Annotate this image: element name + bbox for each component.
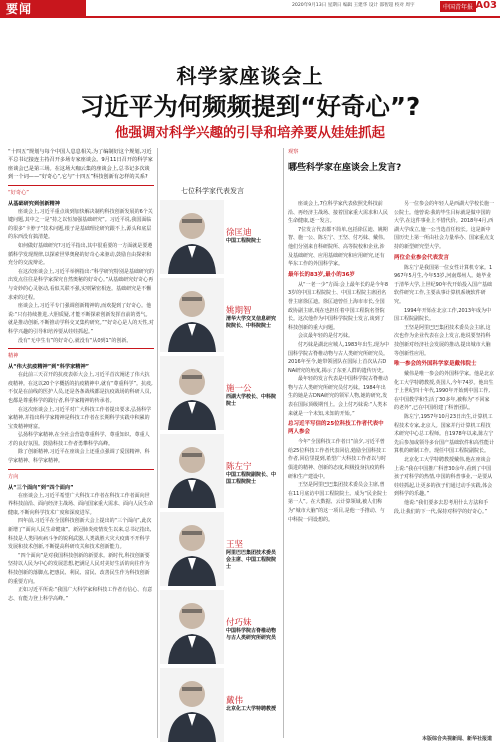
portrait-card — [160, 668, 278, 744]
section-heading: 从“伟大抗疫精神”到“科学家精神” — [8, 364, 90, 371]
sub-headline: 他强调对科学兴趣的引导和培养要从娃娃抓起 — [115, 125, 385, 141]
column-right — [394, 200, 494, 730]
body-paragraph: 在这次座谈会上,习近平对广大科技工作者提出要求,弘扬科学家精神,并指出科学家精神是科技工作者在长期科学实践中积累的宝贵精神财富。 — [8, 406, 152, 430]
portrait-name: 王坚 — [226, 540, 244, 550]
portrait-name: 徐匡迪 — [226, 228, 252, 238]
body-paragraph: 除了创新精神,习近平在座谈会上还重点强调了爱国精神、科学家精神、科学家精神。 — [8, 449, 150, 465]
portrait-heading: 七位科学家代表发言 — [181, 187, 244, 195]
body-paragraph: 从“一老一少”方面:会上最年长的是今年83岁的中国工程院院士、中国工程院主席团名誉主席徐匡迪。徐匡迪曾任上海市市长,全国政协副主席,现在也担任着中国工程院名誉院长。这次他作为中国科学院院士发言,谈到了科技创新的重大问题。 — [288, 281, 389, 331]
portrait-title: 北京化工大学特聘教授 — [226, 706, 277, 712]
right-paras-2 — [394, 264, 494, 359]
body-paragraph: 如何做好基础研究?习近平指出,其中很重要的一方面就是要遵循科学发现规律,以探索世界奥秘的好奇心来驱动,鼓励自由探索和充分的交流辩论。 — [8, 243, 153, 267]
portrait-photo — [160, 356, 224, 430]
body-paragraph: 陈左宁是我国第一位女性计算机专家。1967年5月生,今年53岁,河南郑州人。她毕业于清华大学,上世纪90年代开始投入国产基础软件研究工作,主要从事计算机系统软件研究。 — [394, 264, 493, 305]
body-paragraph: 另一位参会的年轻人是西湖大学校长施一公院士。他曾说:我的毕生目标就是做中国的大学,在这件事业上不惜代价。2018年4月,西湖大学成立,施一公当选首任校长。这是新中国历史上第一所由社会力量举办、国家重点支持的新型研究型大学。 — [394, 201, 494, 250]
edition-badge: 中国青年报 — [440, 1, 476, 12]
portrait-name: 付巧妹 — [226, 618, 252, 628]
portrait-card — [160, 356, 278, 432]
date-line: 2020年9月13日 星期日 编辑 王建华 设计 邵智超 校对 周宇 — [292, 3, 415, 8]
body-paragraph: 陈左宁,1957年10月23日出生,计算机工程技术专家,北京人。国家并行计算机工程技术研究中心总工程师。自1978年以来,陈左宁先后参加或领导多台国产基础软件和高性能计算机的研制工作。现任中国工程院副院长。 — [394, 414, 494, 455]
observation-tag: 观察 — [288, 149, 299, 155]
kicker-title: 科学家座谈会上 — [176, 64, 324, 88]
body-paragraph: 四年前,习近平在全国科技创新大会上提出的“三个面向”,此次新增了“面向人民生命健康”。新冠肺炎疫情发生以来,总书记指出,科技是人类同疾病斗争的锐利武器,人类战胜大灾大疫离不开科学发展和技术创新,不断提高科研攻关和技术创新能力。 — [8, 518, 152, 551]
column-center — [288, 200, 389, 746]
section-label: “好奇心” — [8, 189, 29, 196]
subheading-age: 最年长的83岁,最小的36岁 — [288, 271, 355, 278]
body-paragraph: “四个面向”是对我国科技创新的新要求。新时代,科技创新要坚持以人民为中心的发展思想,把满足人民对美好生活的向往作为科技创新的落脚点,把惠民、利民、富民、改善民生作为科技创新的重要方向。 — [8, 552, 150, 585]
portrait-photo — [160, 590, 224, 664]
portrait-card — [160, 512, 278, 588]
section-heading: 从“三个面向”到“四个面向” — [8, 484, 74, 491]
center-paras-3 — [288, 438, 389, 524]
portrait-name: 施一公 — [226, 384, 252, 394]
lead-paragraph: “十四五”规划与每个中国人息息相关,为了编制好这个规划,习近平总书记接连主持召开多场专家座谈会。9月11日召开的科学家座谈会已是第三场。在这场大咖云集的座谈会上,总书记多次谈到一个词——“好奇心”,它与“十四五”科技创新有怎样的关系? — [8, 149, 153, 181]
body-paragraph: 会议最年轻的是付巧妹。 — [298, 333, 354, 340]
body-paragraph: 在此前三天召开的抗疫表彰大会上,习近平首次阐述了伟大抗疫精神。在这以20个字概括的抗疫精神中,就有“尊重科学”。抗疫,不仅是在前线的医护人员,还是各条战线都是抗疫战场的科研人员,也都是尊重科学的践行者,科学家精神的传承者。 — [8, 372, 153, 404]
column-divider — [283, 148, 284, 738]
portrait-title: 阿里巴巴集团技术委员会主席、中国工程院院士 — [226, 550, 277, 570]
body-paragraph: 1994年开始在北京工作,2013年成为中国工程院副院长。 — [394, 307, 492, 323]
portrait-title: 中国科学院古脊椎动物与古人类研究所研究员 — [226, 628, 277, 641]
portrait-name: 陈左宁 — [226, 462, 252, 472]
body-paragraph: 王坚是阿里巴巴集团技术委员会主席,这次也作为企业代表在会上发言,他说要坚持科技创新对经济社会发展的推动,提出城市大脑等创新性应用。 — [394, 324, 491, 357]
body-paragraph: 王坚是阿里巴巴集团技术委员会主席,曾在11月底访中国工程院院士。成为“民企院士第一人”。在大数据、云计算领域,被人们称为“城市大脑”的这一项目,是他一手推动、与中科院一同设想的。 — [288, 482, 387, 523]
section-rule — [8, 348, 154, 349]
body-paragraph: 正如习近平所说:“我国广大科学家和科技工作者有信心、有意志、有能力登上科学高峰。” — [8, 587, 153, 602]
body-paragraph: 没有“无中生有”的好奇心,就没有“从0到1”的创新。 — [18, 337, 132, 344]
section-rule — [8, 469, 154, 470]
portrait-card — [160, 590, 278, 666]
section-rule — [8, 185, 154, 186]
portrait-photo — [160, 200, 224, 274]
portrait-title: 清华大学交叉信息研究院院长、中科院院士 — [226, 316, 277, 329]
portrait-title: 西湖大学校长、中科院院士 — [226, 394, 277, 407]
portrait-name: 戴伟 — [226, 696, 244, 706]
body-paragraph: 最年轻的发言代表是中国科学院古脊椎动物与古人类研究所研究员付巧妹。1984年出生的她是古DNA研究的领军人物,她的研究,发表在国际顶级期刊上。会上付巧妹说:“人类本来就是一个未知,未知的开始。” — [288, 376, 389, 417]
portrait-card — [160, 200, 278, 276]
center-paras-2 — [288, 281, 389, 419]
portrait-card — [160, 434, 278, 510]
portrait-photo — [160, 512, 224, 586]
body-paragraph: 他说:“我们要多去思考用什么方法和手段,让我们的下一代,保持对科学的好奇心。” — [394, 500, 489, 515]
body-paragraph: 座谈会上,习近平专门强调创新精神的,而欢提到了好奇心。他说:“只有持续推进,大胆质疑,才能不断探索创新发挥直前的勇气。就是推动创新,不断推动学科交叉集约研究。”“好奇心是人的天性,对科学兴趣的引导和培养要从娃娃抓起。” — [8, 303, 154, 335]
portrait-card — [160, 278, 278, 354]
right-paras-3 — [394, 370, 494, 516]
column-left — [8, 148, 154, 744]
body-paragraph: 弘扬科学家精神,在全社会营造尊重科学、尊重知识、尊重人才的良好氛围。鼓励科技工作者勇攀科学高峰。 — [8, 432, 150, 447]
body-paragraph: 座谈会上,习近平重点谈到加快解决制约科技创新发展的6个关键问题,其中之一是“持之以恒加强基础研究”。习近平说,我国面临的很多“卡脖子”技术问题,根子是基础理论研究跟不上,源头和底层的东西没有搞清楚。 — [8, 208, 153, 241]
body-paragraph: 座谈会上,7位科学家代表依照先科技前沿、再经济主战场、接着国家重大需求和人民生命健康,逐一发言。 — [288, 201, 389, 225]
portrait-photo — [160, 278, 224, 352]
subheading-letter: 总习近平写信的25位科技工作者代表中两人参会 — [288, 421, 384, 436]
portrait-title: 中国工程院院士 — [226, 238, 262, 244]
section-label: 精神 — [8, 353, 19, 360]
body-paragraph: 在这次座谈会上,习近平举例指出:“科学研究特别是基础研究的出发点往往是科学家探究自然奥秘的好奇心。”从基础研究好奇心再与奇妙的心灵驱动,看似关联不强,实则紧密相连。基础研究是不懈求索的过程。 — [8, 268, 154, 301]
portrait-title: 中国工程院副院长、中国工程院院士 — [226, 472, 277, 485]
body-paragraph: 在座谈会上,习近平希望广大科技工作者在科技工作者面向世界科技前沿、面向经济主战场、面向国家重大需求、面向人民生命健康,不断向科学技术广度和深度进军。 — [8, 492, 154, 516]
center-paras-1 — [288, 200, 389, 269]
section-label: 方向 — [8, 473, 19, 480]
observation-block — [288, 148, 494, 198]
source-credit: 本版综合央视新闻、新华社报道 — [421, 736, 492, 742]
portrait-photo — [160, 668, 224, 742]
right-paras-1 — [394, 200, 494, 252]
page-number: A03 — [475, 0, 497, 11]
observation-heading: 哪些科学家在座谈会上发言? — [288, 163, 402, 173]
body-paragraph: 北京化工大学特聘教授戴伟,他在座谈会上说:“我在中国推广科普30余年,看到了中国孩子对科学的热情,中国的科普事业,一是要从娃娃抓起,让更多的孩子们通过动手实践,体会到科学的乐趣。” — [394, 457, 493, 498]
masthead-bar — [0, 0, 500, 18]
body-paragraph: 付巧妹是湖北应城人,1983年出生,现为中国科学院古脊椎动物与古人类研究所研究员。2016年至今,她带领团队在国际上首次从古DNA研究的角度,揭示了东亚人群的遗传历史。 — [288, 341, 389, 374]
body-paragraph: 7位发言代表都不简单,包括徐匡迪、姚期智、施一公、陈左宁、王坚、付巧妹、戴伟。他们分别来自科研院所、高等院校和企业,涉及基础研究、应用基础研究和应用研究,还有华东工作的外国科学家。 — [288, 226, 389, 268]
column-divider — [157, 148, 158, 738]
body-paragraph: 今年“全国科技工作者日”前夕,习近平曾给25位科技工作者代表回信,勉励全国科技工作者,回信里提到,希望广大科技工作者以与时俱进的精神、创新的态度,积极投身抗疫的科研和生产建设中。 — [288, 439, 387, 480]
masthead-rule — [86, 16, 500, 18]
body-paragraph: 戴伟是唯一参会的外国科学家。他是北京化工大学特聘教授,英国人,今年74岁。他出生于上世纪四十年代,1990年开始到中国工作,在中国教学和生活了30多年,被称为“不回家的老外”,已在中国组建了科普团队。 — [394, 371, 494, 412]
subheading-foreign: 唯一参会的外国科学家是戴伟院士 — [394, 361, 477, 368]
section-heading: 从基础研究到创新精神 — [8, 200, 60, 207]
left-sections — [8, 185, 154, 604]
main-headline: 习近平为何频频提到“好奇心”? — [79, 92, 421, 121]
subheading-enterprise: 两位企业参会代表发言 — [394, 254, 450, 261]
portrait-name: 姚期智 — [226, 306, 252, 316]
section-tab: 要闻 — [0, 0, 86, 18]
portrait-photo — [160, 434, 224, 508]
